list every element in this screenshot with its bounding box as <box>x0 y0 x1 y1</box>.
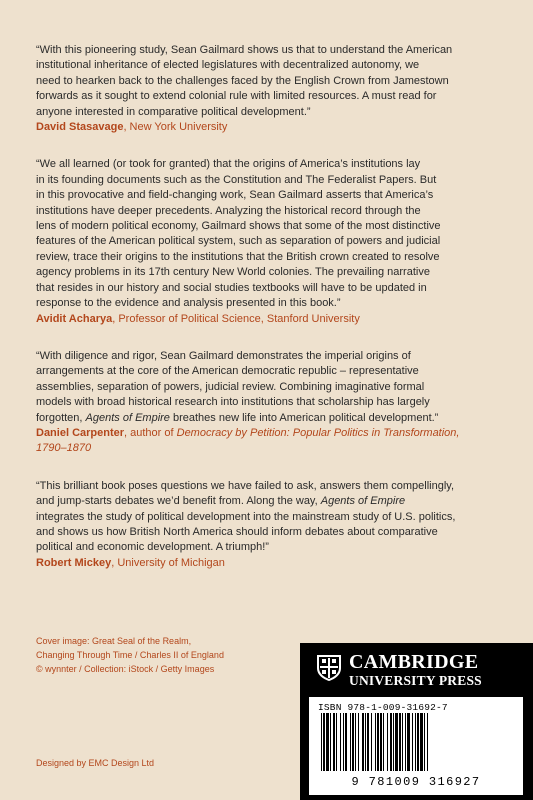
endorser-affiliation: , University of Michigan <box>111 556 225 569</box>
endorser-name: Daniel Carpenter <box>36 426 125 439</box>
endorsement-quote <box>36 479 506 571</box>
endorsement-quote <box>36 157 506 326</box>
quote-attribution <box>36 120 506 135</box>
book-title: Agents of Empire <box>320 495 406 508</box>
quote-text: “With this pioneering study, Sean Gailmard shows us that to understand the American institutional inheritance of elected legislatures with decentralized autonomy, we need to hearken back to the challenges faced by the English Crown from Jamestown forwards as it sought to extend colonial rule with limited resources. A must read for anyone interested in comparative political development.” <box>36 44 453 118</box>
cambridge-shield-icon <box>316 654 342 682</box>
publisher-subname: UNIVERSITY PRESS <box>349 673 482 688</box>
quote-text: integrates the study of political development into the mainstream study of U.S. politics, and shows us how British North America should inform debates about comparative political and economic development. A triumph!” <box>36 510 456 554</box>
quote-text: breathes new life into American political development.” <box>169 411 439 424</box>
endorser-affiliation: , Professor of Political Science, Stanford University <box>112 312 360 325</box>
book-title: Agents of Empire <box>85 411 170 424</box>
quote-attribution <box>36 556 506 571</box>
barcode-number: 9 781009 316927 <box>351 775 481 789</box>
quote-attribution <box>36 426 506 457</box>
cover-image-credit: Cover image: Great Seal of the Realm, Changing Through Time / Charles II of England © wynnter / Collection: iStock / Getty Images <box>36 636 224 674</box>
endorser-name: Avidit Acharya <box>36 312 113 325</box>
endorser-affiliation: , author of <box>124 426 177 439</box>
publisher-name: CAMBRIDGE <box>349 651 479 673</box>
quote-text: “With diligence and rigor, Sean Gailmard demonstrates the imperial origins of arrangements at the core of the American democratic republic – representative assemblies, separation of powers, judicial review. Combining imaginative formal models with broad historical research into institutions that scholarship has largely forgotten, <box>36 349 430 424</box>
endorser-name: David Stasavage <box>36 121 124 134</box>
quote-attribution <box>36 312 506 327</box>
endorsement-quote <box>36 349 506 457</box>
quote-text: “We all learned (or took for granted) that the origins of America’s institutions lay in its founding documents such as the Constitution and The Federalist Papers. But in this provocative and field-changing work, Sean Gailmard asserts that America’s institutions have deeper precedents. Analyzing the historical record through the lens of modern political economy, Gailmard shows that some of the most distinctive features of the American political system, such as separation of powers and judicial review, trace their origins to the institutions that the British crown created to resolve agency problems in its 17th century New World colonies. The prevailing narrative that resides in our history and social studies textbooks will have to be updated in response to the evidence and analysis presented in this book.” <box>36 158 441 310</box>
endorser-name: Robert Mickey <box>36 556 112 569</box>
designer-credit: Designed by EMC Design Ltd <box>36 758 155 768</box>
endorser-affiliation: , New York University <box>123 121 228 134</box>
endorsement-quote <box>36 43 506 135</box>
endorsements <box>36 43 506 593</box>
barcode-icon <box>319 713 515 773</box>
quote-text: “This brilliant book poses questions we have failed to ask, answers them compellingly, and jump-starts debates we’d benefit from. Along the way, <box>36 479 454 508</box>
endorser-book-title: Democracy by Petition: Popular Politics in Transformation, 1790–1870 <box>36 426 460 455</box>
isbn-label: ISBN 978-1-009-31692-7 <box>318 702 448 713</box>
